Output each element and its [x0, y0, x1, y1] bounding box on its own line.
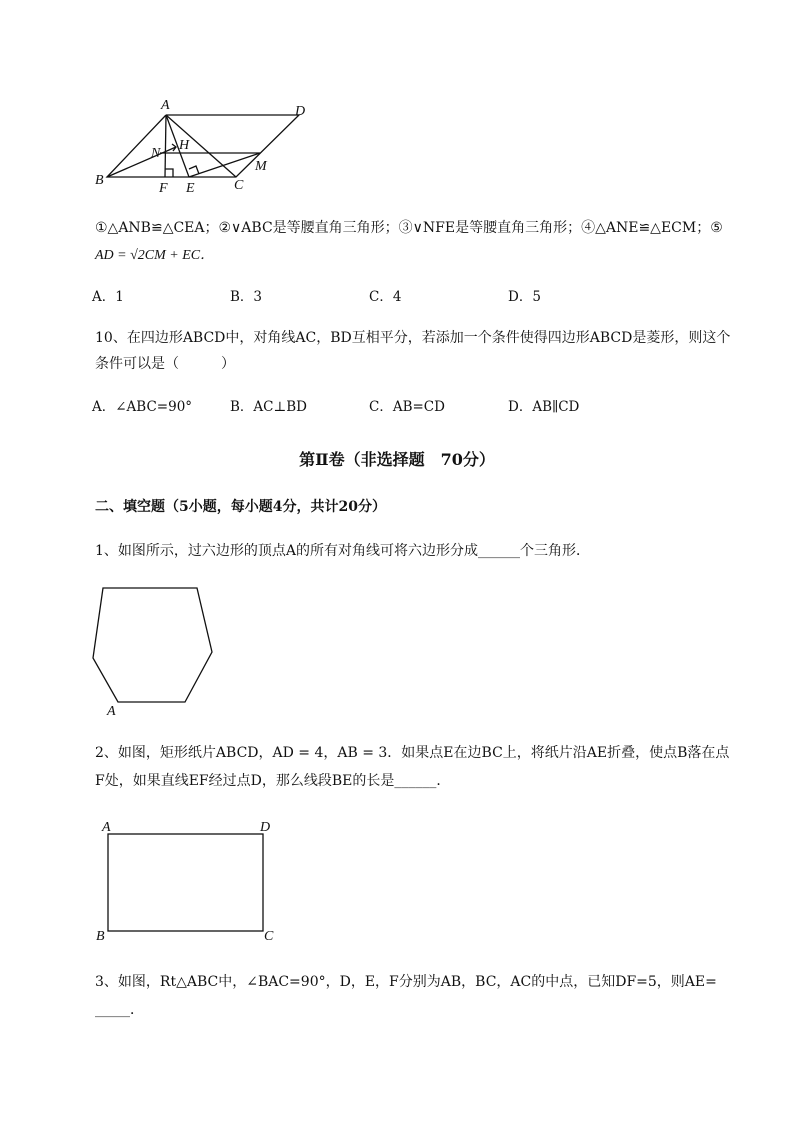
label-d: D	[295, 104, 306, 119]
label-b: B	[95, 173, 104, 188]
label-c: C	[234, 178, 244, 193]
fq3-text-line2: _____．	[95, 1002, 144, 1018]
parallelogram-figure	[85, 95, 325, 205]
segment-af	[165, 115, 166, 177]
label-a: A	[161, 98, 170, 113]
q10-option-b: B．AC⊥BD	[230, 399, 307, 415]
q10-option-a: A．∠ABC=90°	[92, 399, 193, 415]
rectangle-figure	[90, 815, 290, 945]
parallelogram-outline	[107, 115, 299, 177]
fq2-text-line1: 2、如图，矩形纸片ABCD，AD = 4，AB = 3．如果点E在边BC上，将纸片沿AE折叠，使点B落在点	[95, 745, 730, 761]
right-angle-mark-e	[189, 166, 199, 174]
rect-label-b: B	[96, 929, 105, 944]
label-h: H	[179, 138, 190, 153]
q9-option-c: C．4	[369, 289, 402, 305]
rect-label-d: D	[260, 820, 271, 835]
q9-option-d: D．5	[508, 289, 541, 305]
segment-ac	[166, 115, 236, 177]
part2-title: 第Ⅱ卷（非选择题 70分）	[299, 450, 495, 469]
q9-option-b: B．3	[230, 289, 263, 305]
segment-em	[189, 153, 260, 177]
fq3-text-line1: 3、如图，Rt△ABC中，∠BAC=90°，D，E，F分别为AB，BC，AC的中点，已知DF=5，则AE=	[95, 974, 717, 990]
label-f: F	[159, 181, 168, 196]
fq2-text-line2: F处，如果直线EF经过点D，那么线段BE的长是______．	[95, 773, 451, 789]
q10-option-d: D．AB∥CD	[508, 399, 580, 415]
q10-text-line1: 10、在四边形ABCD中，对角线AC，BD互相平分，若添加一个条件使得四边形ABCD是菱形，则这个	[95, 330, 731, 346]
q9-statements-line2: AD = √2CM + EC．	[95, 248, 215, 263]
fq1-text: 1、如图所示，过六边形的顶点A的所有对角线可将六边形分成______个三角形．	[95, 543, 591, 559]
q10-text-line2: 条件可以是（ ）	[95, 356, 235, 372]
rect-label-c: C	[264, 929, 274, 944]
hexagon-outline	[93, 588, 212, 702]
q9-statements-line1: ①△ANB≌△CEA；②∨ABC是等腰直角三角形；③∨NFE是等腰直角三角形；④△ANE≌△ECM；⑤	[95, 220, 723, 236]
label-n: N	[151, 146, 161, 161]
hexagon-figure	[85, 580, 225, 720]
label-m: M	[255, 159, 267, 174]
section-title: 二、填空题（5小题，每小题4分，共计20分）	[95, 499, 386, 515]
hexagon-label-a: A	[107, 704, 116, 719]
q9-option-a: A．1	[92, 289, 124, 305]
label-e: E	[186, 181, 195, 196]
rect-label-a: A	[102, 820, 111, 835]
q10-option-c: C．AB=CD	[369, 399, 445, 415]
rectangle-outline	[108, 834, 263, 931]
right-angle-mark-f	[165, 169, 173, 177]
